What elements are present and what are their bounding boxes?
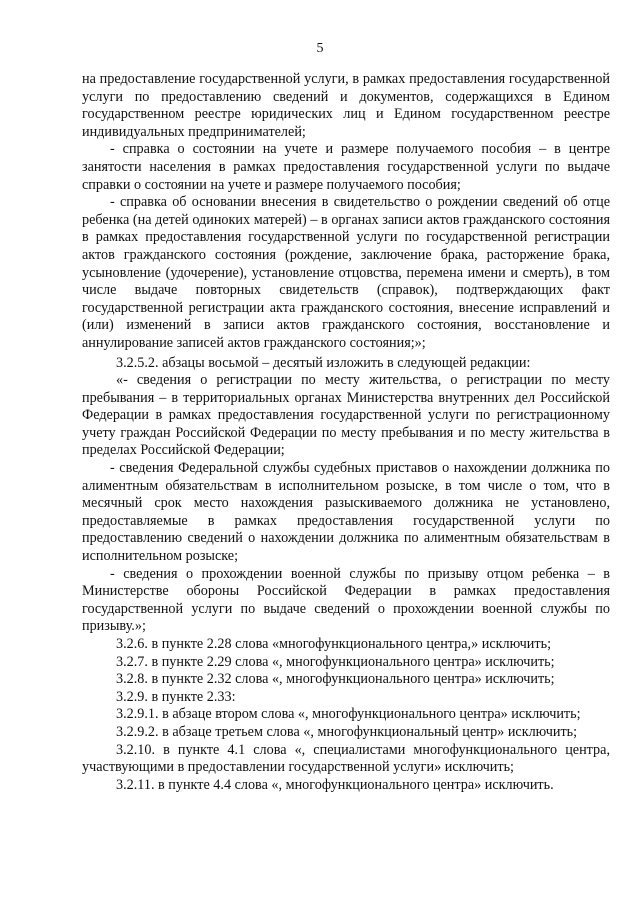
- paragraph-3-2-6: 3.2.6. в пункте 2.28 слова «многофункционального центра,» исключить;: [116, 636, 552, 652]
- paragraph-military-service-info: - сведения о прохождении военной службы по призыву отцом ребенка – в Министерстве обороны Российской Федерации в рамках предоставления государственной услуги по выдаче сведений о прохождении военной службы по призыву.»;: [82, 565, 610, 635]
- paragraph-3-2-5-2: 3.2.5.2. абзацы восьмой – десятый изложить в следующей редакции:: [116, 354, 531, 371]
- paragraph-egrul: на предоставление государственной услуги, в рамках предоставления государственной услуги по предоставлению сведений и документов, содержащихся в Едином государственном реестре юридических лиц и Едином государственном реестре индивидуальных предпринимателей;: [82, 71, 610, 140]
- paragraph-3-2-11: 3.2.11. в пункте 4.4 слова «, многофункционального центра» исключить.: [116, 776, 554, 793]
- paragraph-3-2-9: 3.2.9. в пункте 2.33:: [116, 688, 236, 705]
- paragraph-registration-info: «- сведения о регистрации по месту жительства, о регистрации по месту пребывания – в территориальных органах Министерства внутренних дел Российской Федерации в рамках предоставления государственной услуги по регистрационному учету граждан Российской Федерации по месту пребывания и по месту жительства в пределах Российской Федерации;: [82, 372, 610, 459]
- paragraph-unemployment-certificate: - справка о состоянии на учете и размере получаемого пособия – в центре занятости населения в рамках предоставления государственной услуги по выдаче справки о состоянии на учете и размере получаемого пособия;: [82, 141, 610, 193]
- paragraph-3-2-9-1: 3.2.9.1. в абзаце втором слова «, многофункционального центра» исключить;: [116, 706, 581, 723]
- paragraph-3-2-7: 3.2.7. в пункте 2.29 слова «, многофункционального центра» исключить;: [116, 653, 555, 670]
- page-number: 5: [316, 41, 324, 56]
- paragraph-3-2-9-2: 3.2.9.2. в абзаце третьем слова «, многофункциональный центр» исключить;: [116, 723, 578, 740]
- paragraph-3-2-8: 3.2.8. в пункте 2.32 слова «, многофункционального центра» исключить;: [116, 671, 555, 688]
- paragraph-3-2-10: 3.2.10. в пункте 4.1 слова «, специалистами многофункционального центра, участвующими в предоставлении государственной услуги» исключить;: [82, 741, 610, 776]
- document-body: [82, 71, 610, 794]
- paragraph-bailiff-info: - сведения Федеральной службы судебных приставов о нахождении должника по алиментным обязательствам в исполнительном розыске, в том числе о том, что в месячный срок место нахождения разыскиваемого должника не установлено, предоставляемые в рамках предоставления государственной услуги по предоставлению сведений о нахождении должника по алиментным обязательствам в исполнительном розыске;: [82, 460, 610, 565]
- paragraph-birth-certificate-info: - справка об основании внесения в свидетельство о рождении сведений об отце ребенка (на детей одиноких матерей) – в органах записи актов гражданского состояния в рамках предоставления государственной услуги по государственной регистрации актов гражданского состояния (рождение, заключение брака, расторжение брака, усыновление (удочерение), установление отцовства, перемена имени и смерть), в том числе выдаче повторных свидетельств (справок), подтверждающих факт государственной регистрации акта гражданского состояния, внесение исправлений и (или) изменений в записи актов гражданского состояния, восстановление и аннулирование записей актов гражданского состояния;»;: [82, 194, 610, 351]
